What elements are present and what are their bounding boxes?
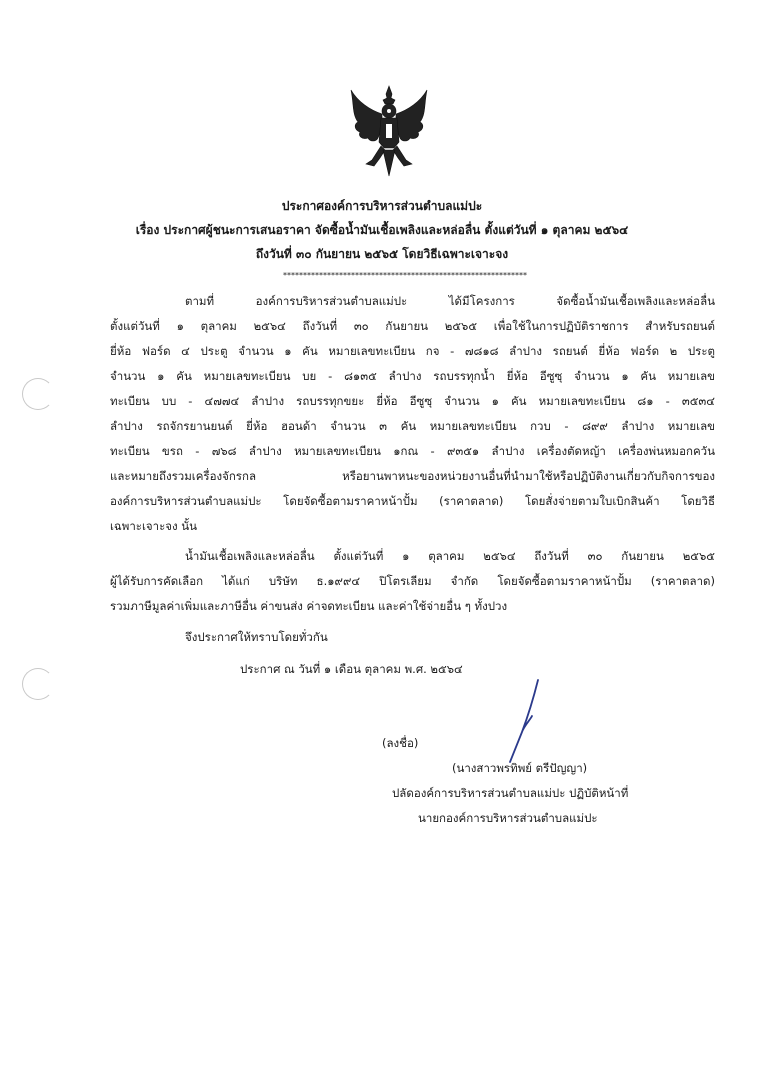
- paragraph1-line: ทะเบียน ขรถ - ๗๖๘ ลำปาง หมายเลขทะเบียน ๑กณ - ๙๓๕๑ ลำปาง เครื่องตัดหญ้า เครื่องพ่นหมอกควัน: [110, 444, 715, 458]
- paragraph1-line: ตั้งแต่วันที่ ๑ ตุลาคม ๒๕๖๔ ถึงวันที่ ๓๐ กันยายน ๒๕๖๕ เพื่อใช้ในการปฏิบัติราชการ สำหรับรถยนต์: [110, 319, 715, 333]
- paragraph1-line: ตามที่ องค์การบริหารส่วนตำบลแม่ปะ ได้มีโครงการ จัดซื้อน้ำมันเชื้อเพลิงและหล่อลื่น: [185, 294, 715, 308]
- separator-stars: *************************************************************: [283, 271, 527, 280]
- punch-hole-top: [22, 378, 54, 410]
- signatory-name: (นางสาวพรทิพย์ ตรีปัญญา): [452, 761, 588, 775]
- paragraph1-line: จำนวน ๑ คัน หมายเลขทะเบียน บย - ๘๑๓๕ ลำปาง รถบรรทุกน้ำ ยี่ห้อ อีซูซุ จำนวน ๑ คัน หมายเลข: [110, 369, 715, 383]
- paragraph1-line: และหมายถึงรวมเครื่องจักรกล หรือยานพาหนะของหน่วยงานอื่นที่นำมาใช้หรือปฏิบัติงานเกี่ยวกับกิจการของ: [110, 469, 715, 483]
- punch-hole-bottom: [22, 668, 54, 700]
- org-announcement-title: ประกาศองค์การบริหารส่วนตำบลแม่ปะ: [281, 199, 483, 213]
- paragraph1-line: ลำปาง รถจักรยานยนต์ ยี่ห้อ ฮอนด้า จำนวน ๓ คัน หมายเลขทะเบียน กวบ - ๘๙๙ ลำปาง หมายเลข: [110, 419, 715, 433]
- paragraph2-line: น้ำมันเชื้อเพลิงและหล่อลื่น ตั้งแต่วันที่ ๑ ตุลาคม ๒๕๖๔ ถึงวันที่ ๓๐ กันยายน ๒๕๖๕: [185, 549, 715, 563]
- subject-line-continued: ถึงวันที่ ๓๐ กันยายน ๒๕๖๕ โดยวิธีเฉพาะเจาะจง: [255, 247, 509, 261]
- paragraph1-line: เฉพาะเจาะจง นั้น: [110, 519, 198, 533]
- paragraph2-line: รวมภาษีมูลค่าเพิ่มและภาษีอื่น ค่าขนส่ง ค่าจดทะเบียน และค่าใช้จ่ายอื่น ๆ ทั้งปวง: [110, 599, 508, 613]
- signatory-position: ปลัดองค์การบริหารส่วนตำบลแม่ปะ ปฏิบัติหน้าที่: [392, 786, 629, 800]
- signatory-acting-position: นายกองค์การบริหารส่วนตำบลแม่ปะ: [418, 811, 598, 825]
- paragraph2-line: ผู้ได้รับการคัดเลือก ได้แก่ บริษัท ธ.๑๙๙๔ ปิโตรเลียม จำกัด โดยจัดซื้อตามราคาหน้าปั้ม (ราคาตลาด): [110, 574, 715, 588]
- date-line: ประกาศ ณ วันที่ ๑ เดือน ตุลาคม พ.ศ. ๒๕๖๔: [240, 662, 463, 676]
- paragraph1-line: ทะเบียน บบ - ๔๗๗๔ ลำปาง รถบรรทุกขยะ ยี่ห้อ อีซูซุ จำนวน ๑ คัน หมายเลขทะเบียน ๘๑ - ๓๕๓๔: [110, 394, 715, 408]
- signature-mark: [500, 676, 560, 766]
- garuda-emblem-icon: [348, 84, 430, 178]
- signed-label: (ลงชื่อ): [382, 736, 419, 750]
- subject-line: เรื่อง ประกาศผู้ชนะการเสนอราคา จัดซื้อน้ำมันเชื้อเพลิงและหล่อลื่น ตั้งแต่วันที่ ๑ ตุลาคม ๒๕๖๔: [135, 223, 629, 237]
- paragraph1-line: องค์การบริหารส่วนตำบลแม่ปะ โดยจัดซื้อตามราคาหน้าปั้ม (ราคาตลาด) โดยสั่งจ่ายตามใบเบิกสินค้า โดยวิธี: [110, 494, 715, 508]
- announce-line: จึงประกาศให้ทราบโดยทั่วกัน: [185, 630, 328, 644]
- paragraph1-line: ยี่ห้อ ฟอร์ด ๔ ประตู จำนวน ๑ คัน หมายเลขทะเบียน กจ - ๗๘๑๘ ลำปาง รถยนต์ ยี่ห้อ ฟอร์ด ๒ ประตู: [110, 344, 715, 358]
